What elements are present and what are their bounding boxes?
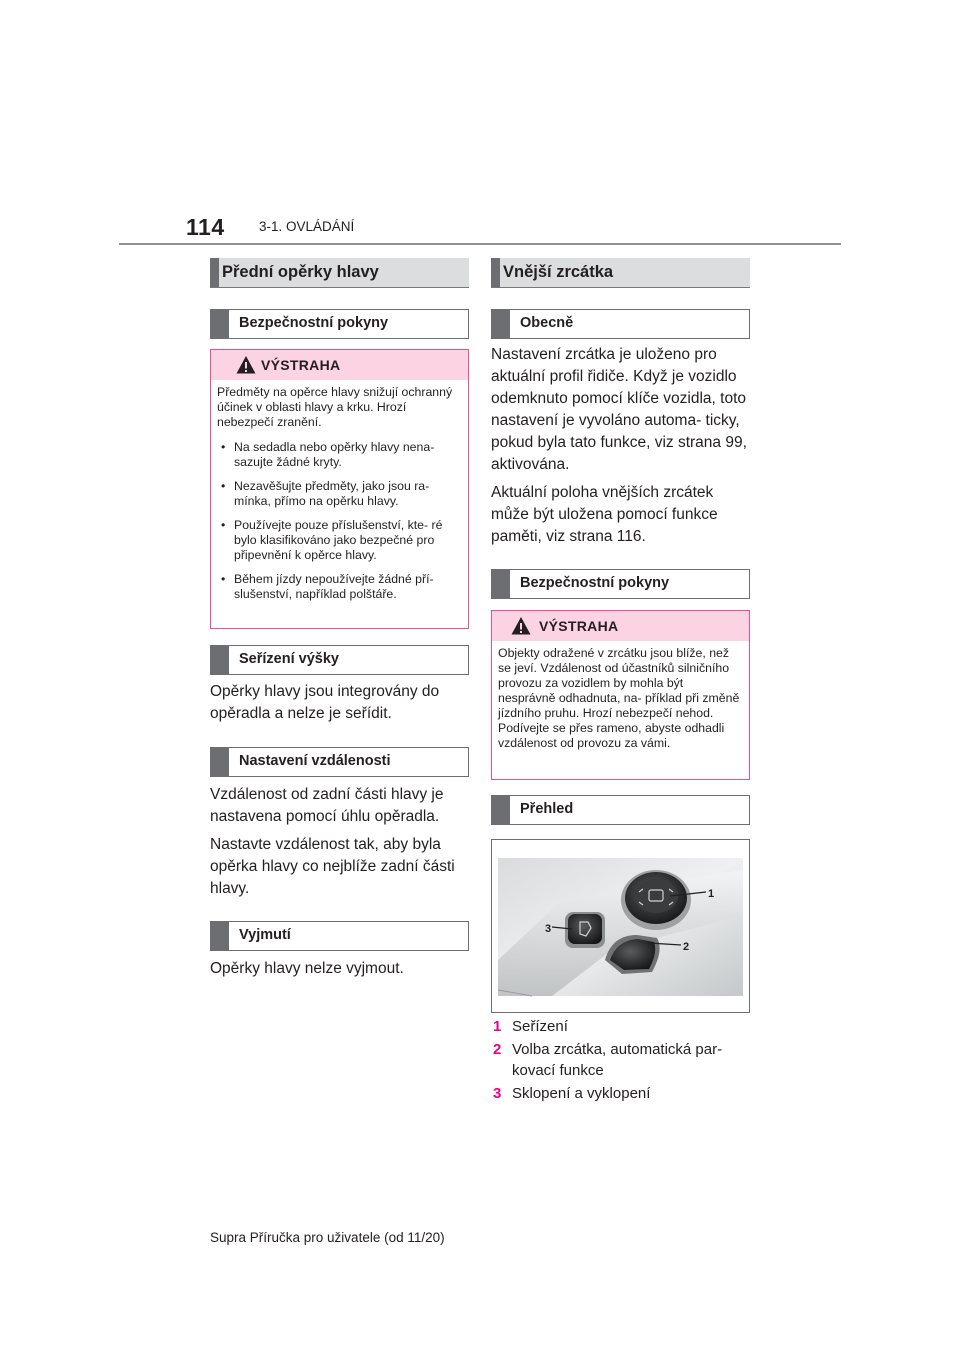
distance-adjustment-text: Vzdálenost od zadní části hlavy je nastavena pomocí úhlu opěradla. Nastavte vzdálenost tak, aby byla opěrka hlavy co nejblíže zadní části hlavy. — [210, 786, 455, 897]
page-number: 114 — [186, 214, 225, 240]
warning-header: VÝSTRAHA — [211, 350, 468, 381]
subheading-distance-adjustment: Nastavení vzdálenosti — [210, 747, 469, 777]
mirror-controls-figure — [491, 839, 750, 1013]
warning-box-mirrors — [491, 610, 750, 780]
legend-item: 3 Sklopení a vyklopení — [493, 1085, 651, 1102]
warning-list — [217, 440, 462, 602]
removal-text: Opěrky hlavy nelze vyjmout. — [210, 960, 404, 977]
warning-text: Objekty odražené v zrcátku jsou blíže, než se jeví. Vzdálenost od účastníků silničního provozu za vozidlem by mohla být nesprávně odhadnuta, na- příklad při změně jízdního pruhu. Hrozí nebezpečí nehod. Podívejte se přes rameno, abyste odhadli vzdálenost od provozu za vámi. — [498, 646, 740, 750]
warning-item: • Nezavěšujte předměty, jako jsou ra- mínka, přímo na opěrku hlavy. — [217, 479, 462, 509]
subheading-overview: Přehled — [491, 795, 750, 825]
footer-text: Supra Příručka pro uživatele (od 11/20) — [210, 1230, 445, 1245]
warning-item: • Používejte pouze příslušenství, kte- ré bylo klasifikováno jako bezpečné pro připevnění k opěrce hlavy. — [217, 518, 462, 563]
callout-1: 1 — [708, 888, 715, 900]
warning-intro: Předměty na opěrce hlavy snižují ochranný účinek v oblasti hlavy a krku. Hrozí nebezpečí zranění. — [217, 385, 453, 429]
subheading-general: Obecně — [491, 309, 750, 339]
section-heading-front-headrests: Přední opěrky hlavy — [210, 258, 469, 288]
section-heading-exterior-mirrors: Vnější zrcátka — [491, 258, 750, 288]
warning-triangle-icon — [511, 616, 531, 636]
callout-2: 2 — [683, 941, 690, 953]
chapter-title: 3-1. OVLÁDÁNÍ — [259, 219, 355, 234]
general-text: Nastavení zrcátka je uloženo pro aktuální profil řidiče. Když je vozidlo odemknuto pomocí klíče vozidla, toto nastavení je vyvoláno automa- ticky, pokud byla tato funkce, viz strana 99, aktivována. Aktuální poloha vnějších zrcátek může být uložena pomocí funkce paměti, viz strana 116. — [491, 346, 747, 545]
subheading-removal: Vyjmutí — [210, 921, 469, 951]
subheading-safety-right: Bezpečnostní pokyny — [491, 569, 750, 599]
warning-body — [492, 641, 749, 757]
legend-item: 1 Seřízení — [493, 1018, 568, 1035]
warning-item: • Během jízdy nepoužívejte žádné pří- slušenství, například polštáře. — [217, 572, 462, 602]
warning-box-headrests — [210, 349, 469, 629]
subheading-safety-left: Bezpečnostní pokyny — [210, 309, 469, 339]
warning-header: VÝSTRAHA — [492, 611, 749, 642]
figure-legend — [491, 1016, 753, 1106]
subheading-height-adjustment: Seřízení výšky — [210, 645, 469, 675]
callout-3: 3 — [545, 923, 552, 935]
header-divider — [119, 243, 841, 245]
mirror-switch-illustration — [492, 840, 749, 1012]
height-adjustment-text: Opěrky hlavy jsou integrovány do opěradla a nelze je seřídit. — [210, 683, 440, 722]
legend-item: 2 Volba zrcátka, automatická par- kovací funkce — [493, 1041, 723, 1079]
warning-triangle-icon — [236, 355, 256, 375]
warning-body — [211, 380, 468, 617]
warning-item: • Na sedadla nebo opěrky hlavy nena- sazujte žádné kryty. — [217, 440, 462, 470]
